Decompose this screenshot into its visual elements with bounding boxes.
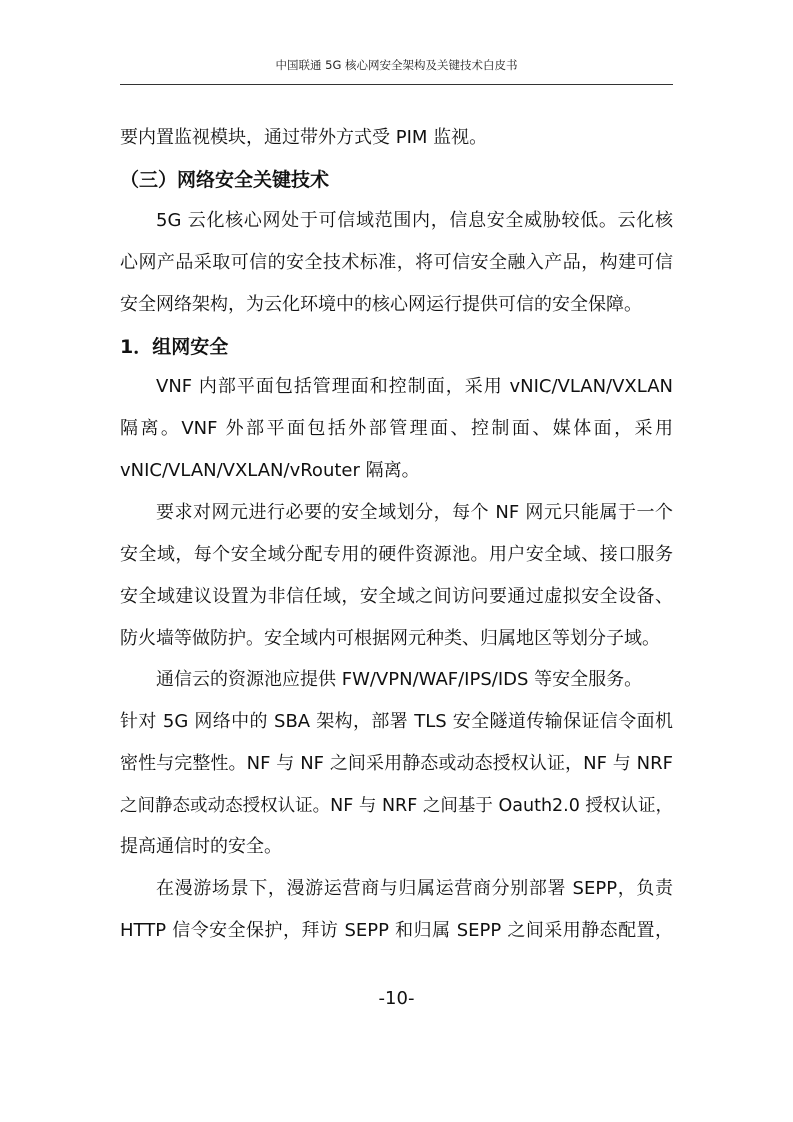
paragraph-line: 安全域，每个安全域分配专用的硬件资源池。用户安全域、接口服务 (120, 544, 673, 565)
paragraph-line: 在漫游场景下，漫游运营商与归属运营商分别部署 SEPP，负责 (156, 878, 673, 899)
running-header: 中国联通 5G 核心网安全架构及关键技术白皮书 (275, 58, 518, 72)
paragraph-line: 安全域建议设置为非信任域，安全域之间访问要通过虚拟安全设备、 (120, 586, 673, 607)
header-rule (120, 84, 673, 85)
paragraph-line: HTTP 信令安全保护，拜访 SEPP 和归属 SEPP 之间采用静态配置， (120, 920, 673, 941)
paragraph-line: 通信云的资源池应提供 FW/VPN/WAF/IPS/IDS 等安全服务。 (156, 669, 643, 690)
paragraph-line: 要求对网元进行必要的安全域划分，每个 NF 网元只能属于一个 (156, 502, 673, 523)
section-heading: （三）网络安全关键技术 (120, 169, 330, 191)
page-number: -10- (378, 988, 415, 1009)
paragraph-line: 防火墙等做防护。安全域内可根据网元种类、归属地区等划分子域。 (120, 628, 660, 649)
paragraph-line: 针对 5G 网络中的 SBA 架构，部署 TLS 安全隧道传输保证信令面机 (120, 711, 673, 732)
paragraph-line: 密性与完整性。NF 与 NF 之间采用静态或动态授权认证，NF 与 NRF (120, 753, 673, 774)
paragraph-line: 心网产品采取可信的安全技术标准，将可信安全融入产品，构建可信 (120, 252, 673, 273)
paragraph-line: VNF 内部平面包括管理面和控制面，采用 vNIC/VLAN/VXLAN (156, 376, 673, 397)
paragraph-line: 隔离。VNF 外部平面包括外部管理面、控制面、媒体面，采用 (120, 418, 673, 439)
paragraph-line: 之间静态或动态授权认证。NF 与 NRF 之间基于 Oauth2.0 授权认证， (120, 796, 673, 816)
subsection-heading: 1．组网安全 (120, 336, 229, 358)
paragraph-line: 安全网络架构，为云化环境中的核心网运行提供可信的安全保障。 (120, 294, 642, 315)
paragraph-line: 要内置监视模块，通过带外方式受 PIM 监视。 (120, 127, 488, 148)
paragraph-line: vNIC/VLAN/VXLAN/vRouter 隔离。 (120, 460, 420, 481)
paragraph-line: 提高通信时的安全。 (120, 836, 282, 857)
paragraph-line: 5G 云化核心网处于可信域范围内，信息安全威胁较低。云化核 (156, 210, 673, 231)
